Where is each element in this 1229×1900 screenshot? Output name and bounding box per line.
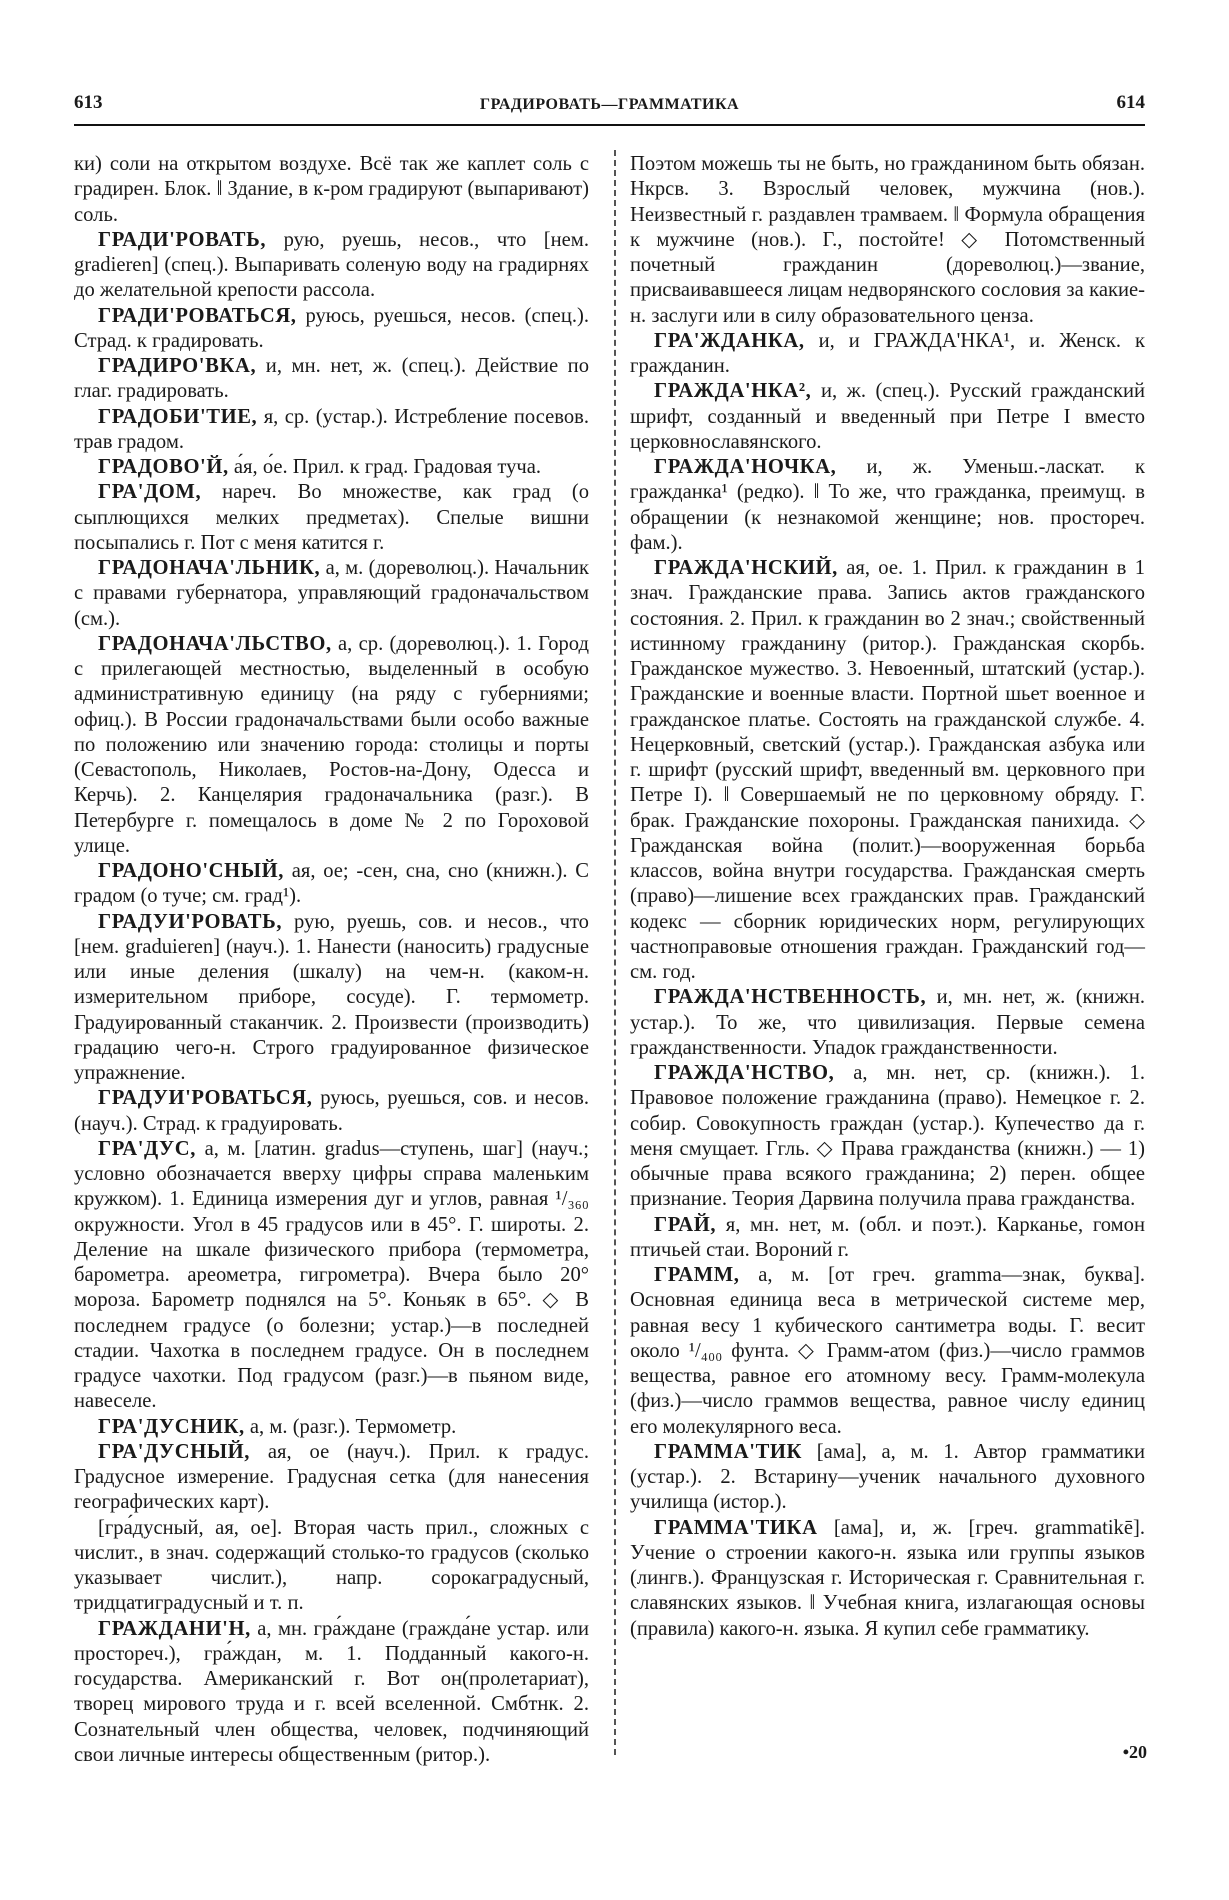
dictionary-entry [74,228,589,304]
page-header [74,88,1145,124]
entry-headword: ГРАЖДА'НСТВО, [654,1062,835,1084]
dictionary-entry [74,354,589,405]
dictionary-entry [630,379,1145,455]
entry-headword: ГРАДИРО'ВКА, [98,355,257,377]
dictionary-entry [630,1516,1145,1642]
entry-text: а, м. [от греч. gramma—знак, буква]. Основная единица веса в метрической системе мер, равная весу 1 кубического сантиметра воды. Г. весит около ¹/₄₀₀ фунта. ◇ Грамм-атом (физ.)—число граммов вещества, равное его атомному весу. Грамм-молекула (физ.)—число граммов вещества, равное числу единиц его молекулярного веса. [630,1264,1145,1438]
entry-headword: ГРА'ДУС, [98,1137,196,1160]
entry-text: а́я, о́е. Прил. к град. Градовая туча. [233,456,542,478]
right-column [630,152,1145,1642]
entry-text: руюсь, руешься, сов. и несов. (науч.). Страд. к градуировать. [74,1087,589,1135]
column-divider [614,150,616,1755]
entry-text: и, ж. (спец.). Русский гражданский шрифт, созданный и введенный при Петре I вместо церковнославянского. [630,380,1145,453]
entry-headword: ГРАДОВО'Й, [98,456,229,478]
dictionary-entry [630,556,1145,985]
dictionary-entry [630,329,1145,380]
dictionary-entry [74,480,589,556]
dictionary-entry [630,1213,1145,1264]
entry-text: а, м. (разг.). Термометр. [249,1415,457,1438]
entry-text: [гра́дусный, ая, ое]. Вторая часть прил., сложных с числит., в знач. содержащий столько-то градусов (сколько указывает числит.), напр. сорокаградусный, тридцатиградусный и т. п. [74,1516,589,1615]
entry-text: [ама], а, м. 1. Автор грамматики (устар.). 2. Встарину—ученик начального духовного училища (истор.). [630,1440,1145,1514]
dictionary-entry [74,1440,589,1516]
dictionary-entry [74,304,589,355]
entry-headword: ГРАЖДА'НКА², [654,380,812,403]
dictionary-entry [74,556,589,632]
left-column [74,152,589,1768]
entry-headword: ГРА'ДУСНИК, [98,1415,245,1438]
entry-headword: ГРАЖДАНИ'Н, [98,1617,251,1640]
entry-text: ки) соли на открытом воздухе. Всё так же каплет соль с градирен. Блок. ‖ Здание, в к-ром градируют (выпаривают) соль. [74,153,589,226]
page-number-right: 614 [1116,92,1145,113]
entry-text: а, мн. гра́ждане (гражда́не устар. или простореч.), гра́ждан, м. 1. Подданный какого-н. государства. Американский г. Вот он(пролетариат), творец мирового труда и г. всей вселенной. Смбтнк. 2. Сознательный член общества, человек, подчиняющий свои личные интересы общественным (ритор.). [74,1617,589,1766]
entry-text: а, мн. нет, ср. (книжн.). 1. Правовое положение гражданина (право). Немецкое г. 2. собир. Совокупность граждан (устар.). Купечество да г. меня смущает. Ггль. ◇ Права гражданства (книжн.) — 1) обычные права всякого гражданина; 2) перен. общее признание. Теория Дарвина получила права гражданства. [630,1062,1145,1211]
entry-headword: ГРАДОНО'СНЫЙ, [98,860,284,882]
entry-headword: ГРАЙ, [654,1213,717,1236]
dictionary-entry [630,152,1145,329]
entry-headword: ГРАММА'ТИК [654,1440,803,1463]
entry-text: и, мн. нет, ж. (спец.). Действие по глаг. градировать. [74,355,589,403]
running-title: ГРАДИРОВАТЬ—ГРАММАТИКА [479,96,740,113]
entry-text: ая, ое; -сен, сна, сно (книжн.). С градом (о туче; см. град¹). [74,860,589,908]
entry-text: и, ж. Уменьш.-ласкат. к гражданка¹ (редко). ‖ То же, что гражданка, преимущ. в обращении (к незнакомой женщине; нов. простореч. фам.). [630,456,1145,554]
entry-text: и, мн. нет, ж. (книжн. устар.). То же, что цивилизация. Первые семена гражданственности. Упадок гражданственности. [630,986,1145,1059]
entry-headword: ГРАЖДА'НСКИЙ, [654,557,838,579]
dictionary-entry [74,910,589,1087]
entry-headword: ГРАЖДА'НСТВЕННОСТЬ, [654,986,927,1009]
dictionary-entry [74,1415,589,1440]
entry-headword: ГРА'ЖДАНКА, [654,329,805,352]
entry-headword: ГРА'ДОМ, [98,481,202,504]
entry-headword: ГРАДОНАЧА'ЛЬНИК, [98,557,321,579]
dictionary-entry [74,1617,589,1769]
dictionary-entry [630,455,1145,556]
dictionary-entry [74,1516,589,1617]
header-rule [74,124,1145,126]
entry-text: и, и ГРАЖДА'НКА¹, и. Женск. к гражданин. [630,329,1145,377]
entry-text: а, м. [латин. gradus—ступень, шаг] (науч.; условно обозначается вверху цифры справа маленьким кружком). 1. Единица измерения дуг и углов, равная ¹/₃₆₀ окружности. Угол в 45 градусов или в 45°. Г. широты. 2. Деление на шкале физического прибора (термометра, барометра. ареометра, гигрометра). Вчера было 20° мороза. Барометр поднялся на 5°. Коньяк в 65°. ◇ В последнем градусе (о болезни; устар.)—в последней стадии. Чахотка в последнем градусе. Он в последнем градусе чахотки. Под градусом (разг.)—в пьяном виде, навеселе. [74,1137,589,1413]
dictionary-entry [630,1440,1145,1516]
entry-headword: ГРАДУИ'РОВАТЬСЯ, [98,1087,313,1110]
entry-text: Поэтом можешь ты не быть, но гражданином быть обязан. Нкрсв. 3. Взрослый человек, мужчина (нов.). Неизвестный г. раздавлен трамваем. ‖ Формула обращения к мужчине (нов.). Г., постойте! ◇ Потомственный почетный гражданин (дореволюц.)—звание, присваивавшееся лицам недворянского сословия за какие-н. заслуги или в силу образовательного ценза. [630,153,1145,327]
entry-headword: ГРАДИ'РОВАТЬСЯ, [98,304,297,327]
entry-headword: ГРАДУИ'РОВАТЬ, [98,910,283,933]
dictionary-entry [630,1061,1145,1213]
entry-text: а, м. (дореволюц.). Начальник с правами губернатора, управляющий градоначальством (см.). [74,557,589,630]
dictionary-entry [74,1137,589,1415]
entry-text: рую, руешь, сов. и несов., что [нем. graduieren] (науч.). 1. Нанести (наносить) градусные или иные деления (шкалу) на чем-н. (каком-н. измерительном приборе, сосуде). Г. термометр. Градуированный стаканчик. 2. Произвести (производить) градацию чего-н. Строго градуированное физическое упражнение. [74,910,589,1084]
dictionary-entry [630,985,1145,1061]
dictionary-entry [74,405,589,456]
entry-text: [ама], и, ж. [греч. grammatikē]. Учение о строении какого-н. языка или группы языков (лингв.). Французская г. Историческая г. Сравнительная г. славянских языков. ‖ Учебная книга, излагающая основы (правила) какого-н. языка. Я купил себе грамматику. [630,1516,1145,1640]
entry-text: ая, ое (науч.). Прил. к градус. Градусное измерение. Градусная сетка (для нанесения географических карт). [74,1440,589,1514]
dictionary-entry [74,859,589,910]
dictionary-entry [74,455,589,480]
entry-headword: ГРАММ, [654,1264,740,1286]
entry-headword: ГРАДОНАЧА'ЛЬСТВО, [98,632,332,655]
entry-text: ая, ое. 1. Прил. к гражданин в 1 знач. Гражданские права. Запись актов гражданского состояния. 2. Прил. к гражданин во 2 знач.; свойственный истинному гражданину (ритор.). Гражданская скорбь. Гражданское мужество. 3. Невоенный, штатский (устар.). Гражданские и военные власти. Портной шьет военное и гражданское платье. Состоять на гражданской службе. 4. Нецерковный, светский (устар.). Гражданская азбука или г. шрифт (русский шрифт, введенный вм. церковного при Петре I). ‖ Совершаемый не по церковному обряду. Г. брак. Гражданские похороны. Гражданская панихида. ◇ Гражданская война (полит.)—вооруженная борьба классов, война внутри государства. Гражданская смерть (право)—лишение всех гражданских прав. Гражданский кодекс — сборник юридических норм, регулирующих частноправовые отношения граждан. Гражданский год—см. год. [630,557,1145,983]
entry-text: рую, руешь, несов., что [нем. gradieren] (спец.). Выпаривать соленую воду на градирнях до желательной крепости рассола. [74,228,589,302]
dictionary-entry [74,632,589,859]
page-number-left: 613 [74,92,103,113]
entry-headword: ГРАММА'ТИКА [654,1516,818,1539]
entry-text: нареч. Во множестве, как град (о сыплющихся мелких предметах). Спелые вишни посыпались г. Пот с меня катится г. [74,481,589,554]
entry-headword: ГРАДИ'РОВАТЬ, [98,228,267,251]
entry-text: я, ср. (устар.). Истребление посевов. трав градом. [74,405,589,453]
dictionary-entry [74,152,589,228]
dictionary-entry [630,1263,1145,1440]
dictionary-entry [74,1086,589,1137]
signature-mark: •20 [1122,1742,1147,1762]
entry-headword: ГРАДОБИ'ТИЕ, [98,405,258,428]
entry-text: я, мн. нет, м. (обл. и поэт.). Карканье, гомон птичьей стаи. Вороний г. [630,1213,1146,1261]
entry-text: а, ср. (дореволюц.). 1. Город с прилегающей местностью, выделенный в особую административную единицу (на ряду с губерниями; офиц.). В России градоначальствами были особо важные по положению или значению города: столицы и порты (Севастополь, Николаев, Ростов-на-Дону, Одесса и Керчь). 2. Канцелярия градоначальника (разг.). В Петербурге г. помещалось в доме № 2 по Гороховой улице. [74,632,589,857]
entry-headword: ГРАЖДА'НОЧКА, [654,456,837,478]
entry-text: руюсь, руешься, несов. (спец.). Страд. к градировать. [74,304,589,352]
entry-headword: ГРА'ДУСНЫЙ, [98,1440,251,1463]
